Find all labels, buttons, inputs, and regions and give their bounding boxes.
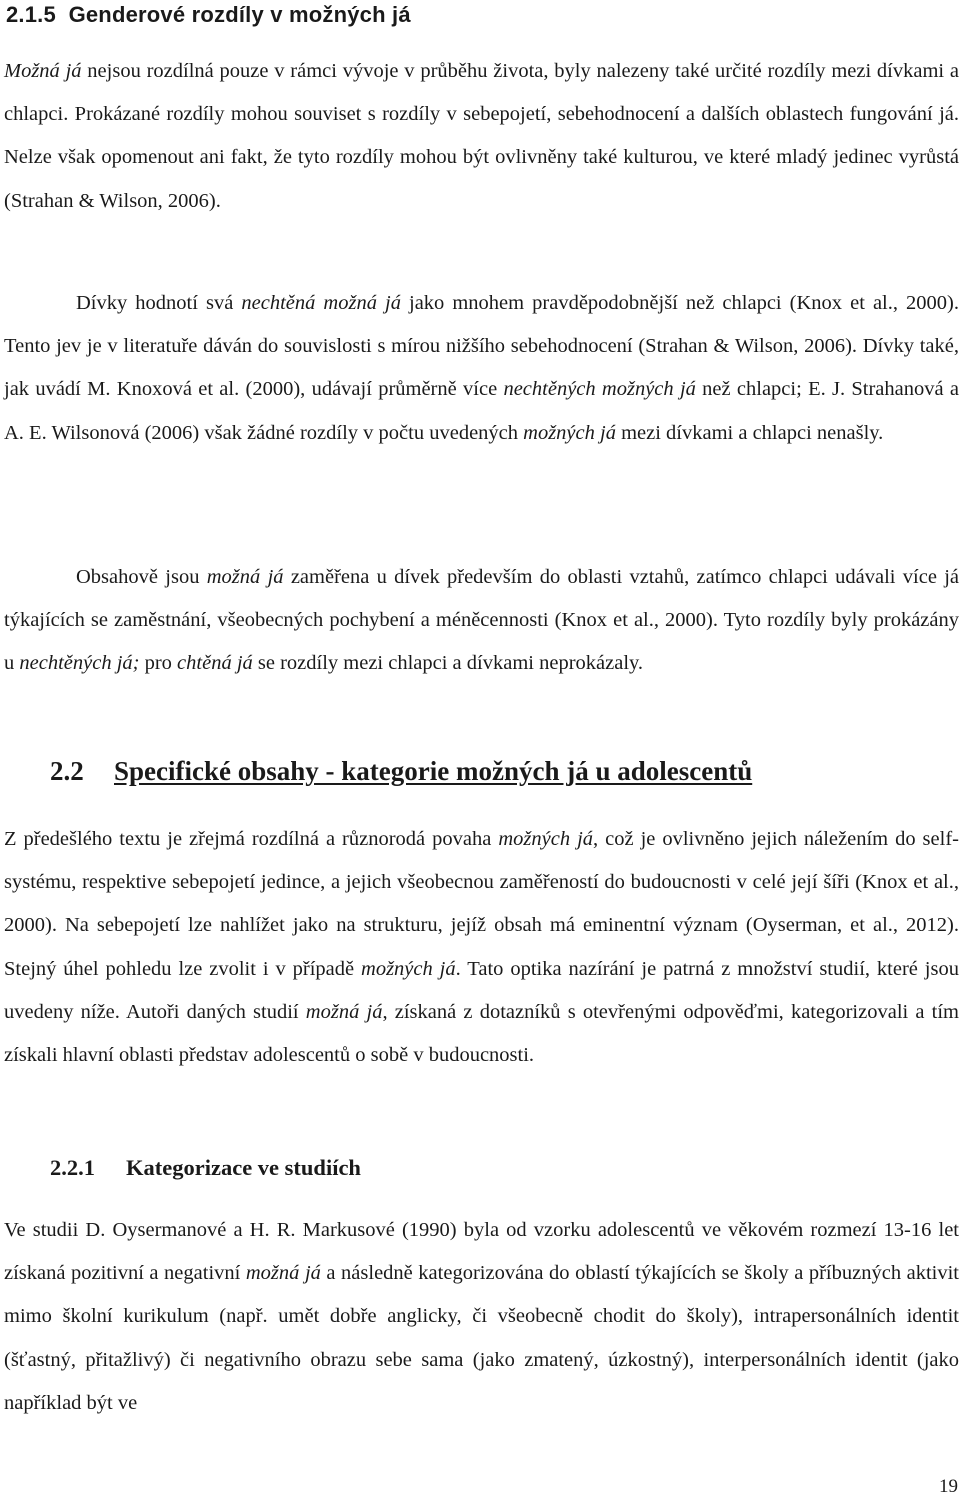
paragraph-text: jako mnohem pravděpodobnější než chlapci (Knox et al., 2000). Tento jev je v literatuře dáván do souvislosti s mírou nižšího sebehodnocení (Strahan & Wilson, 2006). Dívky také, jak uvádí M. Knoxová et al. (2000), udávají průměrně více (4, 292, 959, 401)
italic-term: možných já (498, 828, 594, 850)
paragraph-text: Z předešlého textu je zřejmá rozdílná a různorodá povaha (4, 828, 499, 850)
section-title: Kategorizace ve studiích (126, 1155, 361, 1180)
paragraph-text: Ve studii D. Oysermanové a H. R. Markusové (1990) byla od vzorku adolescentů ve věkovém rozmezí 13-16 let získaná pozitivní a negativní (4, 1219, 959, 1285)
italic-term: Možná já (4, 60, 82, 82)
section-number: 2.1.5 (6, 2, 56, 27)
paragraph-text: Obsahově jsou (76, 566, 207, 588)
paragraph-text: . Tato optika nazírání je patrná z množství studií, které jsou uvedeny níže. Autoři daných studií (4, 957, 959, 1023)
paragraph-text: než chlapci; E. J. Strahanová a A. E. Wilsonová (2006) však žádné rozdíly v počtu uvedených (4, 378, 959, 444)
italic-term: nechtěných já; (19, 652, 140, 675)
italic-term: možná já (206, 566, 284, 588)
section-heading-2-1-5 (6, 2, 411, 28)
paragraph-text: se rozdíly mezi chlapci a dívkami neprokázaly. (252, 652, 644, 675)
paragraph-text: , což je ovlivněno jejich náležením do self-systému, respektive sebepojetí jedince, a jejich všeobecnou zaměřeností do budoucnosti v celé její šíři (Knox et al., 2000). Na sebepojetí lze nahlížet jako na strukturu, jejíž obsah má eminentní význam (Oyserman, et al., 2012). Stejný úhel pohledu lze zvolit i v případě (4, 828, 959, 980)
paragraph-specific-contents (4, 818, 959, 1077)
italic-term: chtěná já (177, 652, 253, 675)
paragraph-text: , získaná z dotazníků s otevřenými odpověďmi, kategorizovali a tím získali hlavní oblasti představ adolescentů o sobě v budoucnosti. (4, 1000, 960, 1067)
italic-term: možných já (523, 421, 616, 444)
paragraph-girls-evaluation (4, 282, 959, 455)
paragraph-text: Dívky hodnotí svá (76, 292, 242, 314)
paragraph-text: nejsou rozdílná pouze v rámci vývoje v průběhu života, byly nalezeny také určité rozdíly mezi dívkami a chlapci. Prokázané rozdíly mohou souviset s rozdíly v sebepojetí, sebehodnocení a dalších oblastech fungování já. Nelze však opomenout ani fakt, že tyto rozdíly mohou být ovlivněny také kulturou, ve které mladý jedinec vyrůstá (Strahan & Wilson, 2006). (4, 60, 959, 212)
paragraph-text: zaměřena u dívek především do oblasti vztahů, zatímco chlapci udávali více já týkajících se zaměstnání, všeobecných pochybení a méněcennosti (Knox et al., 2000). Tyto rozdíly byly prokázány u (4, 566, 960, 675)
section-number: 2.2.1 (50, 1155, 95, 1180)
paragraph-text: a následně kategorizována do oblastí týkajících se školy a příbuzných aktivit mimo školní kurikulum (např. umět dobře anglicky, či všeobecně chodit do školy), intrapersonálních identit (šťastný, přitažlivý) či negativního obrazu sebe sama (jako zmatený, úzkostný), interpersonálních identit (jako například být ve (4, 1262, 959, 1414)
italic-term: možná já (245, 1262, 321, 1285)
section-heading-2-2 (50, 756, 752, 787)
italic-term: nechtěná možná já (241, 292, 401, 314)
section-title: Genderové rozdíly v možných já (68, 2, 411, 27)
paragraph-gender-intro (4, 50, 959, 223)
paragraph-text: pro (139, 652, 178, 675)
paragraph-content-differences (4, 556, 959, 686)
section-heading-2-2-1 (50, 1155, 361, 1181)
italic-term: možná já (305, 1000, 383, 1023)
section-number: 2.2 (50, 756, 84, 786)
page-number: 19 (939, 1476, 958, 1497)
paragraph-text: mezi dívkami a chlapci nenašly. (615, 421, 884, 444)
italic-term: nechtěných možných já (503, 378, 696, 401)
italic-term: možných já (361, 957, 456, 980)
section-title: Specifické obsahy - kategorie možných já u adolescentů (114, 756, 753, 786)
paragraph-oyserman-study (4, 1209, 959, 1425)
